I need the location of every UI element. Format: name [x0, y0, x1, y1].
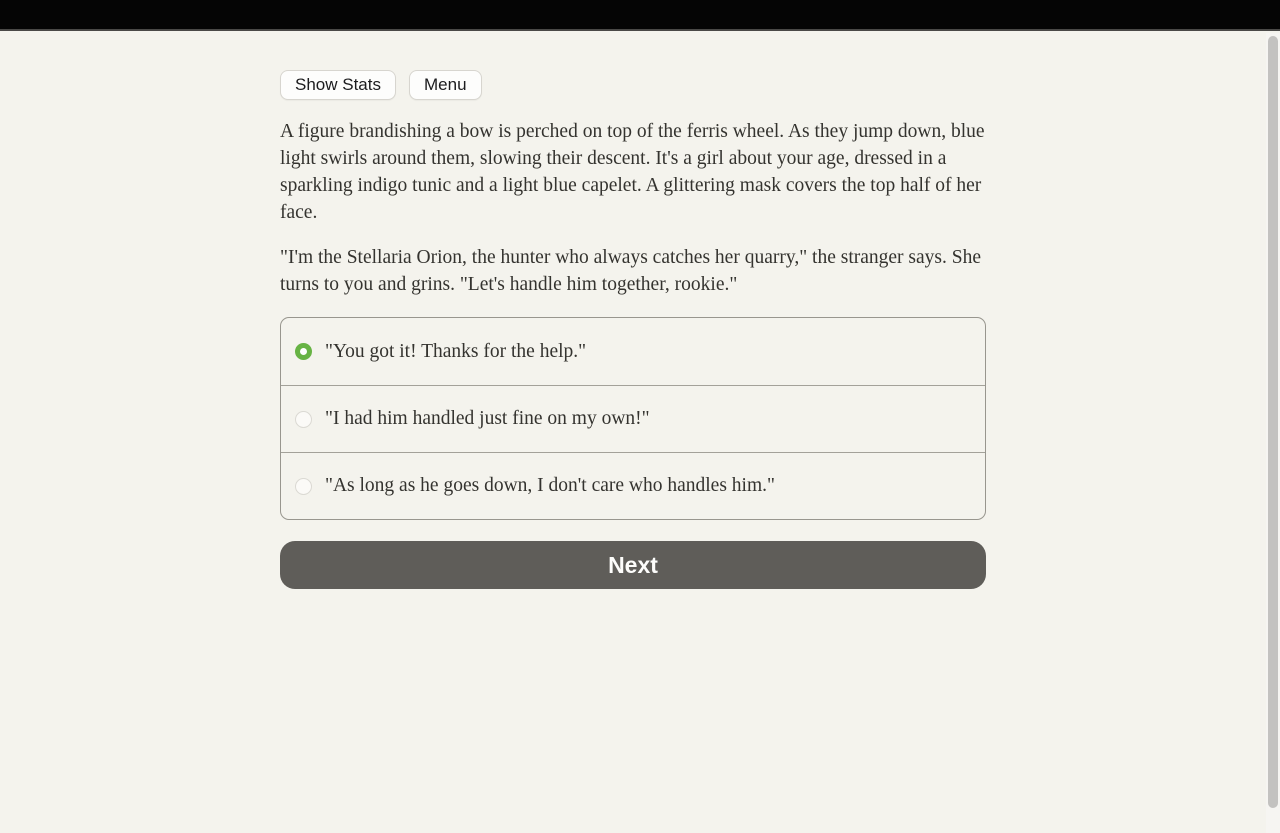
choice-option-2[interactable]	[281, 385, 985, 452]
menu-button[interactable]: Menu	[409, 70, 482, 100]
story-page	[280, 33, 986, 589]
story-text	[280, 118, 986, 298]
story-paragraph: A figure brandishing a bow is perched on top of the ferris wheel. As they jump down, blue light swirls around them, slowing their descent. It's a girl about your age, dressed in a sparkling indigo tunic and a light blue capelet. A glittering mask covers the top half of her face.	[280, 121, 985, 223]
radio-unselected-icon[interactable]	[295, 411, 312, 428]
choice-option-3[interactable]	[281, 452, 985, 519]
choice-option-label[interactable]: "As long as he goes down, I don't care who handles him."	[325, 475, 775, 496]
choice-group	[280, 317, 986, 520]
story-paragraph: "I'm the Stellaria Orion, the hunter who always catches her quarry," the stranger says. She turns to you and grins. "Let's handle him together, rookie."	[280, 247, 981, 295]
show-stats-button[interactable]: Show Stats	[280, 70, 396, 100]
scrollbar-track[interactable]	[1266, 33, 1280, 833]
choice-option-label[interactable]: "You got it! Thanks for the help."	[325, 340, 587, 362]
toolbar	[280, 70, 986, 100]
choice-option-1[interactable]	[281, 318, 985, 385]
next-button[interactable]: Next	[280, 541, 986, 589]
radio-unselected-icon[interactable]	[295, 478, 312, 495]
radio-selected-icon[interactable]	[295, 343, 312, 360]
top-black-bar	[0, 0, 1280, 31]
choice-option-label[interactable]: "I had him handled just fine on my own!"	[325, 408, 650, 429]
scrollbar-thumb[interactable]	[1268, 36, 1278, 808]
